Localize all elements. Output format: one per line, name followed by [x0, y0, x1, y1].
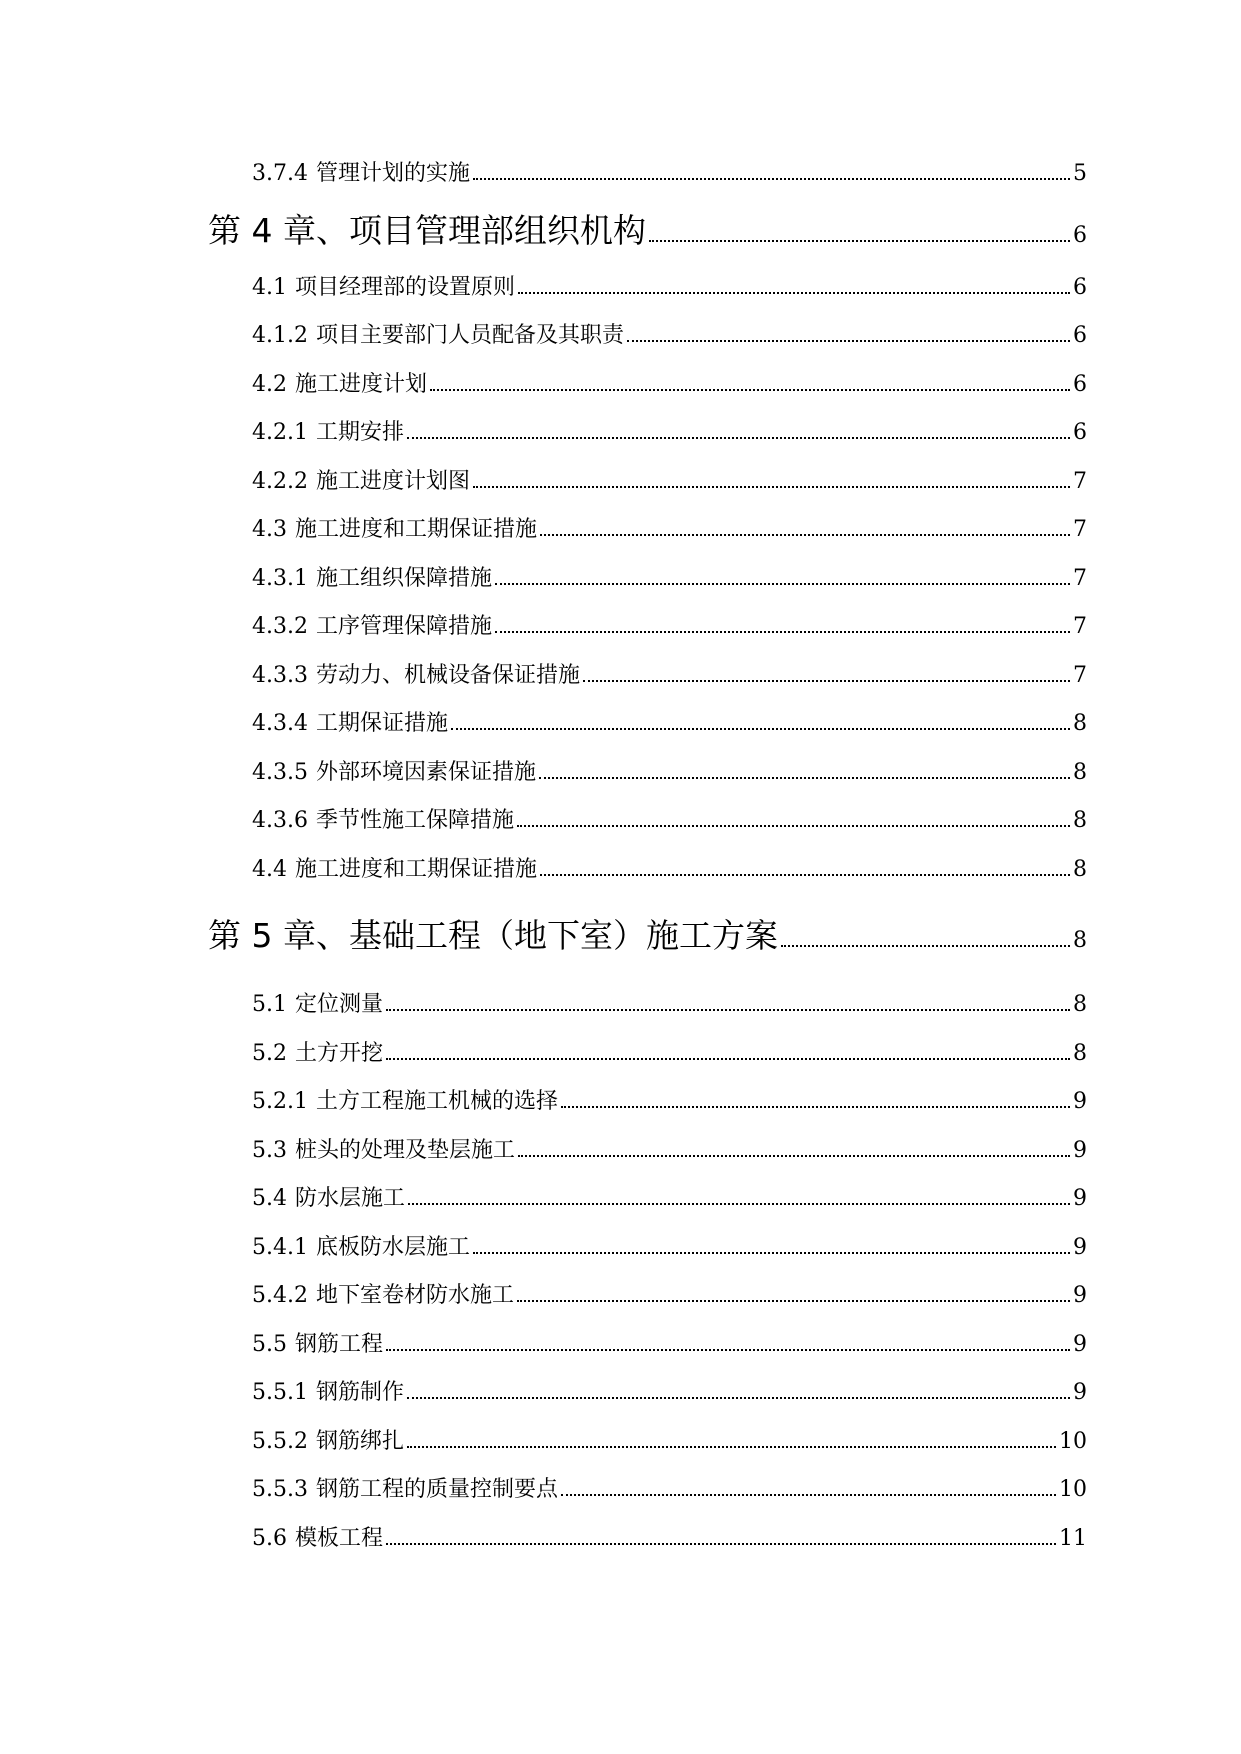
section-title: 外部环境因素保证措施	[315, 760, 536, 785]
section-number: 4.3	[252, 517, 287, 542]
toc-entry-5-4-1[interactable]	[252, 1230, 1087, 1261]
section-title: 施工进度计划	[295, 372, 428, 397]
chapter-title: 第 5 章、基础工程（地下室）施工方案	[208, 916, 778, 955]
section-number: 5.4.1	[252, 1235, 308, 1260]
section-number: 4.3.6	[252, 808, 308, 833]
section-title: 施工组织保障措施	[315, 566, 492, 591]
page-number: 9	[1073, 1380, 1087, 1405]
toc-entry-5-5-2[interactable]	[252, 1424, 1087, 1455]
page-number: 6	[1073, 223, 1087, 248]
section-title: 劳动力、机械设备保证措施	[315, 663, 580, 688]
dot-leader	[495, 583, 1070, 585]
section-number: 3.7.4	[252, 161, 308, 186]
section-number: 5.4	[252, 1186, 287, 1211]
page-number: 8	[1073, 760, 1087, 785]
section-number: 4.1.2	[252, 323, 308, 348]
section-title: 钢筋工程的质量控制要点	[315, 1477, 558, 1502]
page-number: 6	[1073, 275, 1087, 300]
section-title: 底板防水层施工	[315, 1235, 470, 1260]
toc-entry-5-3[interactable]	[252, 1133, 1087, 1164]
page-number: 5	[1073, 161, 1087, 186]
section-number: 5.5.1	[252, 1380, 308, 1405]
page-number: 10	[1059, 1429, 1087, 1454]
dot-leader	[627, 340, 1070, 342]
section-number: 4.2	[252, 372, 287, 397]
toc-entry-4-3-4[interactable]	[252, 706, 1087, 737]
toc-entry-5-5-1[interactable]	[252, 1375, 1087, 1406]
dot-leader	[517, 1300, 1070, 1302]
section-number: 5.5.3	[252, 1477, 308, 1502]
page-number: 8	[1073, 928, 1087, 953]
page-number: 10	[1059, 1477, 1087, 1502]
page-number: 9	[1073, 1235, 1087, 1260]
page-number: 9	[1073, 1089, 1087, 1114]
toc-entry-3-7-4[interactable]	[252, 156, 1087, 187]
toc-entry-4-1-2[interactable]	[252, 318, 1087, 349]
section-number: 5.4.2	[252, 1283, 308, 1308]
page-number: 8	[1073, 711, 1087, 736]
toc-entry-5-5[interactable]	[252, 1327, 1087, 1358]
page-number: 9	[1073, 1138, 1087, 1163]
toc-entry-5-1[interactable]	[252, 987, 1087, 1018]
page-number: 7	[1073, 469, 1087, 494]
dot-leader	[386, 1349, 1070, 1351]
section-number: 4.3.5	[252, 760, 308, 785]
dot-leader	[540, 534, 1070, 536]
page-number: 7	[1073, 517, 1087, 542]
toc-entry-5-2-1[interactable]	[252, 1084, 1087, 1115]
dot-leader	[473, 486, 1070, 488]
section-number: 5.2.1	[252, 1089, 308, 1114]
toc-entry-4-3-3[interactable]	[252, 658, 1087, 689]
section-title: 地下室卷材防水施工	[315, 1283, 514, 1308]
section-number: 5.6	[252, 1526, 287, 1551]
page-number: 6	[1073, 323, 1087, 348]
dot-leader	[473, 178, 1070, 180]
section-number: 4.3.4	[252, 711, 308, 736]
toc-entry-5-4-2[interactable]	[252, 1278, 1087, 1309]
section-title: 施工进度和工期保证措施	[295, 857, 538, 882]
section-title: 项目主要部门人员配备及其职责	[315, 323, 624, 348]
section-number: 4.3.3	[252, 663, 308, 688]
section-number: 5.3	[252, 1138, 287, 1163]
section-number: 4.1	[252, 275, 287, 300]
section-number: 5.5.2	[252, 1429, 308, 1454]
section-title: 钢筋绑扎	[315, 1429, 404, 1454]
dot-leader	[518, 1155, 1070, 1157]
dot-leader	[430, 389, 1070, 391]
dot-leader	[583, 680, 1070, 682]
dot-leader	[473, 1252, 1070, 1254]
toc-entry-5-5-3[interactable]	[252, 1472, 1087, 1503]
section-number: 4.3.2	[252, 614, 308, 639]
dot-leader	[539, 777, 1070, 779]
page-number: 8	[1073, 1041, 1087, 1066]
section-title: 施工进度和工期保证措施	[295, 517, 538, 542]
dot-leader	[540, 874, 1070, 876]
dot-leader	[386, 1009, 1070, 1011]
page-number: 8	[1073, 808, 1087, 833]
dot-leader	[407, 437, 1070, 439]
dot-leader	[649, 240, 1070, 242]
section-title: 土方工程施工机械的选择	[315, 1089, 558, 1114]
dot-leader	[407, 1446, 1056, 1448]
toc-entry-4-2-2[interactable]	[252, 464, 1087, 495]
section-title: 土方开挖	[295, 1041, 384, 1066]
dot-leader	[386, 1543, 1056, 1545]
page-number: 11	[1059, 1526, 1087, 1551]
page-number: 7	[1073, 614, 1087, 639]
section-title: 工期保证措施	[315, 711, 448, 736]
toc-entry-4-2-1[interactable]	[252, 415, 1087, 446]
section-title: 季节性施工保障措施	[315, 808, 514, 833]
section-title: 桩头的处理及垫层施工	[295, 1138, 516, 1163]
section-title: 施工进度计划图	[315, 469, 470, 494]
section-title: 钢筋工程	[295, 1332, 384, 1357]
dot-leader	[408, 1203, 1070, 1205]
toc-entry-4-3-2[interactable]	[252, 609, 1087, 640]
dot-leader	[517, 825, 1070, 827]
dot-leader	[386, 1058, 1070, 1060]
section-title: 定位测量	[295, 992, 384, 1017]
toc-entry-4-3-6[interactable]	[252, 803, 1087, 834]
section-title: 工序管理保障措施	[315, 614, 492, 639]
toc-chapter-4[interactable]	[208, 205, 1087, 252]
dot-leader	[407, 1397, 1070, 1399]
chapter-title: 第 4 章、项目管理部组织机构	[208, 211, 646, 250]
section-title: 项目经理部的设置原则	[295, 275, 516, 300]
section-title: 管理计划的实施	[315, 161, 470, 186]
toc-entry-5-4[interactable]	[252, 1181, 1087, 1212]
dot-leader	[781, 945, 1070, 947]
toc-chapter-5[interactable]	[208, 910, 1087, 957]
page-number: 9	[1073, 1186, 1087, 1211]
dot-leader	[495, 631, 1070, 633]
toc-entry-4-3[interactable]	[252, 512, 1087, 543]
toc-entry-4-3-5[interactable]	[252, 755, 1087, 786]
toc-entry-4-1[interactable]	[252, 270, 1087, 301]
toc-entry-5-6[interactable]	[252, 1521, 1087, 1552]
section-number: 4.3.1	[252, 566, 308, 591]
section-number: 4.2.1	[252, 420, 308, 445]
page-number: 6	[1073, 372, 1087, 397]
toc-entry-4-4[interactable]	[252, 852, 1087, 883]
section-number: 4.2.2	[252, 469, 308, 494]
section-title: 模板工程	[295, 1526, 384, 1551]
section-number: 5.5	[252, 1332, 287, 1357]
page-number: 7	[1073, 663, 1087, 688]
page-number: 8	[1073, 857, 1087, 882]
section-title: 防水层施工	[295, 1186, 406, 1211]
toc-entry-5-2[interactable]	[252, 1036, 1087, 1067]
toc-entry-4-3-1[interactable]	[252, 561, 1087, 592]
page-number: 8	[1073, 992, 1087, 1017]
section-title: 工期安排	[315, 420, 404, 445]
page-number: 9	[1073, 1283, 1087, 1308]
section-number: 5.2	[252, 1041, 287, 1066]
dot-leader	[561, 1106, 1070, 1108]
dot-leader	[451, 728, 1070, 730]
section-number: 5.1	[252, 992, 287, 1017]
page-number: 6	[1073, 420, 1087, 445]
page-number: 7	[1073, 566, 1087, 591]
dot-leader	[518, 292, 1070, 294]
dot-leader	[561, 1494, 1056, 1496]
section-number: 4.4	[252, 857, 287, 882]
toc-entry-4-2[interactable]	[252, 367, 1087, 398]
page-number: 9	[1073, 1332, 1087, 1357]
section-title: 钢筋制作	[315, 1380, 404, 1405]
